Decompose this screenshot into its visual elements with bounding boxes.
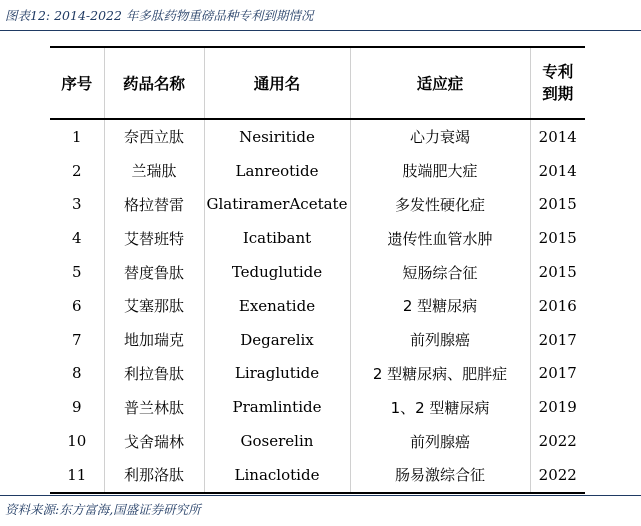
header-patent-expiry-line1: 专利	[542, 63, 574, 81]
cell-patent-expiry: 2019	[530, 390, 585, 424]
cell-index: 2	[71, 161, 82, 180]
cell-generic-name: Pramlintide	[204, 390, 350, 424]
cell-index: 7	[71, 330, 82, 349]
table-row	[50, 255, 585, 289]
cell-generic-name: Exenatide	[204, 289, 350, 323]
cell-indication: 2 型糖尿病、肥胖症	[350, 357, 530, 391]
header-patent-expiry	[530, 47, 585, 119]
cell-generic-name: GlatiramerAcetate	[204, 188, 350, 222]
cell-index: 9	[71, 398, 82, 417]
cell-index: 1	[71, 127, 82, 146]
cell-drug-name: 格拉替雷	[104, 188, 204, 222]
table-row	[50, 390, 585, 424]
cell-drug-name: 普兰林肽	[104, 390, 204, 424]
caption-divider	[0, 30, 641, 31]
header-indication: 适应症	[350, 47, 530, 119]
table-body	[50, 119, 585, 493]
patent-expiry-table	[50, 46, 585, 494]
cell-drug-name: 替度鲁肽	[104, 255, 204, 289]
table-row	[50, 221, 585, 255]
cell-index: 6	[71, 296, 82, 315]
cell-generic-name: Degarelix	[204, 323, 350, 357]
cell-index: 11	[50, 458, 104, 493]
cell-index: 8	[71, 364, 82, 383]
table-row	[50, 458, 585, 493]
cell-indication: 短肠综合征	[350, 255, 530, 289]
header-patent-expiry-line2: 到期	[542, 85, 574, 103]
cell-index: 10	[67, 432, 87, 451]
cell-drug-name: 兰瑞肽	[104, 154, 204, 188]
table-row	[50, 289, 585, 323]
cell-drug-name: 奈西立肽	[104, 119, 204, 154]
cell-indication: 心力衰竭	[350, 119, 530, 154]
cell-generic-name: Nesiritide	[204, 119, 350, 154]
cell-index: 3	[71, 195, 82, 214]
cell-patent-expiry: 2014	[530, 154, 585, 188]
cell-drug-name: 地加瑞克	[104, 323, 204, 357]
figure-caption: 图表12: 2014-2022 年多肽药物重磅品种专利到期情况	[5, 8, 314, 23]
table-row	[50, 323, 585, 357]
cell-generic-name: Icatibant	[204, 221, 350, 255]
cell-patent-expiry: 2017	[530, 323, 585, 357]
cell-indication: 2 型糖尿病	[350, 289, 530, 323]
cell-indication: 遗传性血管水肿	[350, 221, 530, 255]
cell-patent-expiry: 2017	[530, 357, 585, 391]
cell-index: 5	[71, 263, 82, 282]
table-row	[50, 154, 585, 188]
cell-index: 4	[71, 229, 82, 248]
header-index: 序号	[50, 47, 104, 119]
header-drug-name: 药品名称	[104, 47, 204, 119]
table-row	[50, 119, 585, 154]
cell-patent-expiry: 2022	[530, 424, 585, 458]
table-header-row	[50, 47, 585, 119]
cell-indication: 前列腺癌	[350, 424, 530, 458]
cell-generic-name: Liraglutide	[204, 357, 350, 391]
cell-drug-name: 利那洛肽	[104, 458, 204, 493]
cell-indication: 肢端肥大症	[350, 154, 530, 188]
cell-patent-expiry: 2015	[530, 255, 585, 289]
table-row	[50, 357, 585, 391]
header-generic-name: 通用名	[204, 47, 350, 119]
cell-drug-name: 利拉鲁肽	[104, 357, 204, 391]
cell-generic-name: Linaclotide	[204, 458, 350, 493]
cell-indication: 肠易激综合征	[350, 458, 530, 493]
source-note: 资料来源:东方富海,国盛证券研究所	[5, 502, 201, 517]
cell-patent-expiry: 2016	[530, 289, 585, 323]
cell-patent-expiry: 2014	[530, 119, 585, 154]
cell-indication: 多发性硬化症	[350, 188, 530, 222]
cell-drug-name: 艾替班特	[104, 221, 204, 255]
table-row	[50, 188, 585, 222]
cell-patent-expiry: 2022	[530, 458, 585, 493]
cell-drug-name: 戈舍瑞林	[104, 424, 204, 458]
cell-drug-name: 艾塞那肽	[104, 289, 204, 323]
table-row	[50, 424, 585, 458]
source-divider	[0, 495, 641, 496]
cell-indication: 1、2 型糖尿病	[350, 390, 530, 424]
cell-generic-name: Teduglutide	[204, 255, 350, 289]
cell-indication: 前列腺癌	[350, 323, 530, 357]
cell-generic-name: Lanreotide	[204, 154, 350, 188]
cell-patent-expiry: 2015	[530, 221, 585, 255]
cell-patent-expiry: 2015	[530, 188, 585, 222]
cell-generic-name: Goserelin	[204, 424, 350, 458]
